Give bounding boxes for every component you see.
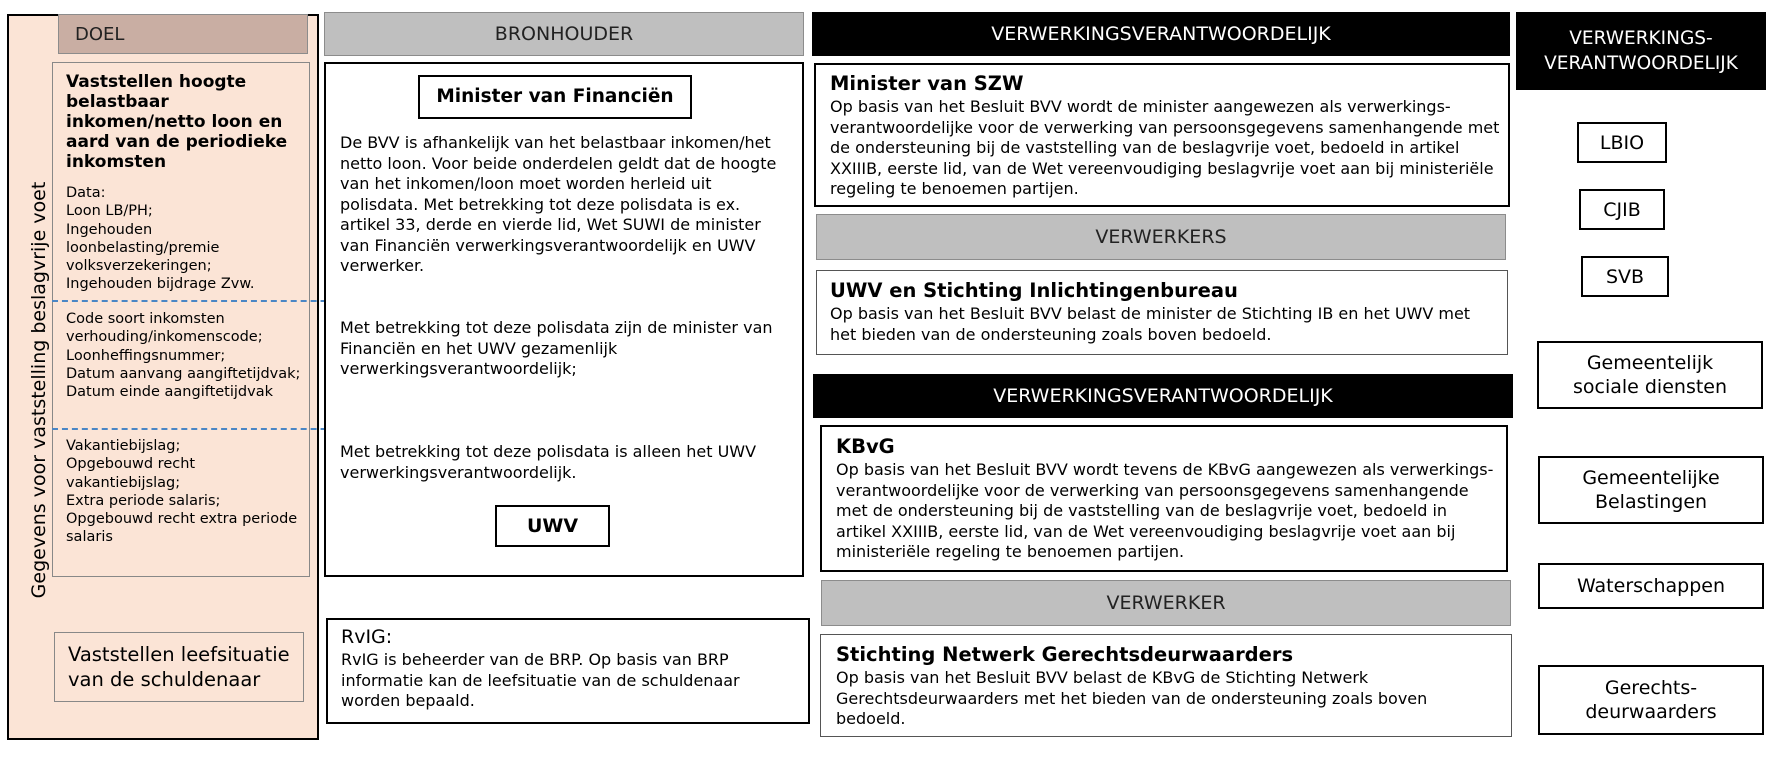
- uwv-label: UWV: [495, 505, 610, 547]
- bronhouder-text-1: De BVV is afhankelijk van het belastbaar inkomen/het netto loon. Voor beide onderdelen geldt dat de hoogte van het inkomen/loon moet worden herleid uit polisdata. Met betrekking tot deze polisdata is ex. artikel 33, derde en vierde lid, Wet SUWI de minister van Financiën verwerkingsverantwoordelijk en UWV verwerker.: [340, 133, 777, 275]
- kbvg-text: Op basis van het Besluit BVV wordt tevens de KBvG aangewezen als verwerkings-verantwoordelijke voor de verwerking van persoonsgegevens samenhangende met de ondersteuning bij de vaststelling van de beslagvrije voet, bedoeld in artikel XXIIIB, eerste lid, van de Wet vereenvoudiging beslagvrije voet aan bij ministeriële regeling te benoemen partijen.: [836, 460, 1494, 561]
- gerechtsdeurwaarders-box: Gerechts- deurwaarders: [1538, 665, 1764, 735]
- minister-financien-label: Minister van Financiën: [418, 75, 692, 119]
- lbio-box: LBIO: [1577, 122, 1667, 163]
- doel-title: Vaststellen hoogte belastbaar inkomen/netto loon en aard van de periodieke inkomsten: [66, 72, 288, 172]
- verwerkingsverantwoordelijk-header-1: VERWERKINGSVERANTWOORDELIJK: [812, 12, 1510, 56]
- gemeentelijke-belastingen-box: Gemeentelijke Belastingen: [1538, 456, 1764, 524]
- svb-box: SVB: [1581, 256, 1669, 297]
- verwerker-header: VERWERKER: [821, 580, 1511, 626]
- data-block-3: Vakantiebijslag; Opgebouwd recht vakantiebijslag; Extra periode salaris; Opgebouwd recht extra periode salaris: [66, 438, 298, 546]
- waterschappen-box: Waterschappen: [1538, 563, 1764, 609]
- rvig-text: RvIG is beheerder van de BRP. Op basis van BRP informatie kan de leefsituatie van de schuldenaar worden bepaald.: [341, 650, 740, 710]
- snw-title-visible: Stichting Netwerk Gerechtsdeurwaarders: [836, 643, 1294, 666]
- szw-title: Minister van SZW: [830, 72, 1024, 95]
- vertical-label: Gegevens voor vaststelling beslagvrije voet: [28, 181, 50, 599]
- gemeentelijk-sociale-diensten-box: Gemeentelijk sociale diensten: [1537, 341, 1763, 409]
- bronhouder-header: BRONHOUDER: [324, 12, 804, 56]
- bronhouder-text-2: Met betrekking tot deze polisdata zijn de minister van Financiën en het UWV gezamenlijk verwerkingsverantwoordelijk;: [340, 318, 773, 378]
- doel-header: DOEL: [58, 14, 308, 54]
- data-block-1: Data: Loon LB/PH; Ingehouden loonbelasting/premie volksverzekeringen; Ingehouden bijdrage Zvw.: [66, 185, 255, 293]
- szw-text: Op basis van het Besluit BVV wordt de minister aangewezen als verwerkings-verantwoordelijke voor de verwerking van persoonsgegevens samenhangende met de ondersteuning bij de vaststelling van de beslagvrije voet, bedoeld in artikel XXIIIB, eerste lid, van de Wet vereenvoudiging beslagvrije voet aan bij ministeriële regeling te benoemen partijen.: [830, 97, 1500, 198]
- rvig-title: RvIG:: [341, 626, 393, 648]
- data-block-2: Code soort inkomsten verhouding/inkomenscode; Loonheffingsnummer; Datum aanvang aangiftetijdvak; Datum einde aangiftetijdvak: [66, 311, 301, 401]
- snw-text: Op basis van het Besluit BVV belast de KBvG de Stichting Netwerk Gerechtsdeurwaarders met het bieden van de ondersteuning zoals boven bedoeld.: [836, 668, 1428, 728]
- uwv-ib-text: Op basis van het Besluit BVV belast de minister de Stichting IB en het UWV met het bieden van de ondersteuning zoals boven bedoeld.: [830, 304, 1471, 344]
- uwv-ib-title: UWV en Stichting Inlichtingenbureau: [830, 279, 1238, 302]
- kbvg-title: KBvG: [836, 435, 895, 458]
- leefsituatie-label: Vaststellen leefsituatie van de schuldenaar: [68, 643, 290, 691]
- verwerkers-header: VERWERKERS: [816, 214, 1506, 260]
- cjib-box: CJIB: [1579, 189, 1665, 230]
- verwerkingsverantwoordelijk-header-2: VERWERKINGSVERANTWOORDELIJK: [813, 374, 1513, 418]
- right-column-header: VERWERKINGS- VERANTWOORDELIJK: [1516, 12, 1766, 90]
- bronhouder-text-3: Met betrekking tot deze polisdata is alleen het UWV verwerkingsverantwoordelijk.: [340, 442, 757, 482]
